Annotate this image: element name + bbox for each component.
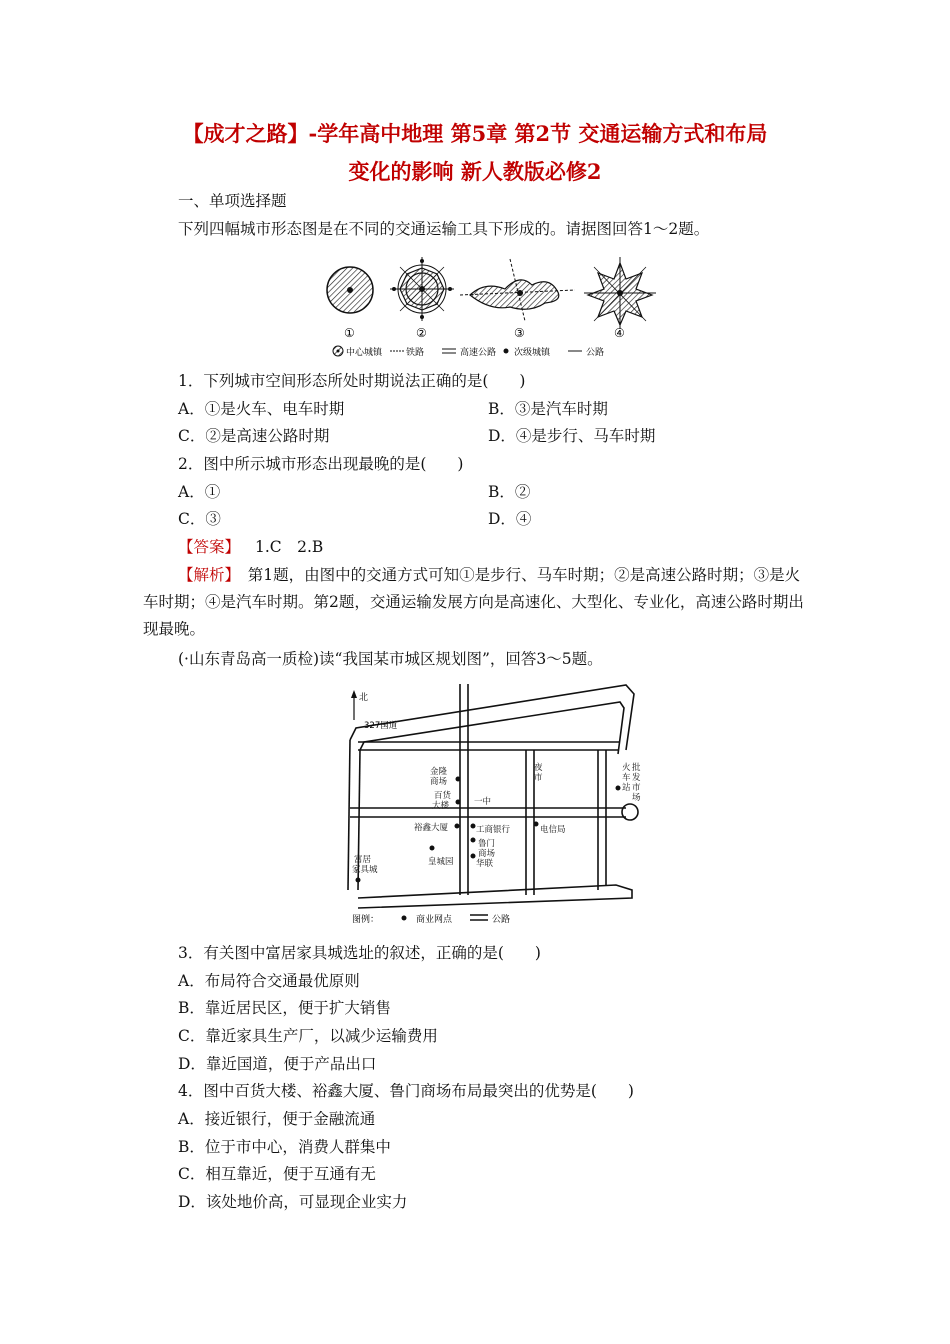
city-planning-map [336, 680, 656, 930]
answer-line [178, 536, 323, 558]
question-4-option-d: D．该处地价高，可显现企业实力 [178, 1193, 408, 1211]
document-title-line-1: 【成才之路】-学年高中地理 第5章 第2节 交通运输方式和布局 [182, 121, 768, 146]
dot-yuxin [455, 824, 460, 829]
question-1-option-a: A．①是火车、电车时期 [178, 400, 345, 418]
dot-department-store [456, 800, 461, 805]
question-1-option-d: D．④是步行、马车时期 [488, 427, 656, 445]
answer-text: 1.C 2.B [254, 538, 324, 556]
question-4-option-a: A．接近银行，便于金融流通 [178, 1110, 376, 1128]
svg-text:商场: 商场 [478, 849, 496, 859]
svg-text:场: 场 [632, 793, 641, 803]
map-legend-commercial: 商业网点 [416, 915, 453, 925]
question-2-stem: 2．图中所示城市形态出现最晚的是( ) [178, 455, 464, 473]
question-4-stem: 4．图中百货大楼、裕鑫大厦、鲁门商场布局最突出的优势是( ) [178, 1082, 634, 1100]
city-forms-figure [320, 255, 660, 365]
map-legend-road: 公路 [492, 915, 511, 925]
form-4-star-shape [584, 257, 656, 329]
figure-label-2: ② [416, 326, 427, 340]
svg-text:发: 发 [632, 773, 641, 783]
legend-secondary-town: 次级城镇 [514, 348, 551, 358]
svg-text:市: 市 [534, 773, 543, 783]
legend-center-town: 中心城镇 [346, 348, 383, 358]
place-jinlong: 金隆 [430, 767, 448, 777]
place-fuju: 富居 [354, 855, 372, 865]
question-3-option-b: B．靠近居民区，便于扩大销售 [178, 999, 391, 1017]
question-1-option-b: B．③是汽车时期 [488, 400, 608, 418]
dot-station [616, 786, 621, 791]
analysis-tag: 【解析】 [178, 566, 233, 584]
question-1-stem: 1．下列城市空间形态所处时期说法正确的是( ) [178, 372, 526, 390]
svg-text:商场: 商场 [430, 777, 448, 787]
question-3-stem: 3．有关图中富居家具城选址的叙述，正确的是( ) [178, 944, 541, 962]
question-4-option-b: B．位于市中心，消费人群集中 [178, 1138, 391, 1156]
figure-label-1: ① [344, 326, 355, 340]
question-2-option-b: B．② [488, 483, 531, 501]
place-telecom: 电信局 [540, 825, 566, 835]
analysis-paragraph [143, 562, 813, 643]
dot-hualian [471, 854, 476, 859]
document-title-line-2: 变化的影响 新人教版必修2 [348, 159, 602, 184]
legend-expressway: 高速公路 [460, 348, 497, 358]
dot-telecom [534, 822, 539, 827]
question-4-option-c: C．相互靠近，便于互通有无 [178, 1165, 376, 1183]
place-icbc: 工商银行 [476, 825, 511, 835]
place-railway-station: 火 [622, 763, 631, 773]
form-2-ring-radial [390, 257, 454, 321]
place-department-store: 百货 [434, 791, 452, 801]
place-wholesale-market: 批 [632, 763, 641, 773]
dot-fuju [356, 878, 361, 883]
question-3-option-d: D．靠近国道，便于产品出口 [178, 1055, 377, 1073]
intro-text-2: (·山东青岛高一质检)读“我国某市城区规划图”，回答3～5题。 [178, 650, 603, 668]
dot-jinlong [456, 777, 461, 782]
place-night-market: 夜 [534, 763, 543, 773]
form-1-compact-circle [327, 267, 373, 313]
answer-tag: 【答案】 [178, 538, 241, 556]
place-huangcheng: 皇城园 [428, 857, 454, 867]
dot-icbc [471, 824, 476, 829]
dot-lumen [471, 838, 476, 843]
place-no1-school: 一中 [474, 797, 492, 807]
north-label: 北 [359, 693, 369, 703]
svg-text:车: 车 [622, 773, 631, 783]
place-lumen: 鲁门 [478, 839, 496, 849]
question-3-option-a: A．布局符合交通最优原则 [178, 972, 360, 990]
question-2-option-d: D．④ [488, 510, 532, 528]
question-2-option-a: A．① [178, 483, 221, 501]
map-legend-label: 图例： [352, 915, 380, 925]
analysis-text: 第1题，由图中的交通方式可知①是步行、马车时期；②是高速公路时期；③是火车时期；④是汽车时期。第2题，交通运输发展方向是高速化、大型化、专业化，高速公路时期出现最晚。 [143, 566, 804, 638]
question-1-option-c: C．②是高速公路时期 [178, 427, 330, 445]
question-3-option-c: C．靠近家具生产厂，以减少运输费用 [178, 1027, 438, 1045]
national-road-label: 327国道 [364, 721, 398, 731]
place-hualian: 华联 [476, 859, 494, 869]
svg-text:站: 站 [622, 783, 631, 793]
svg-text:大楼: 大楼 [432, 801, 450, 811]
form-3-railway-belt [460, 259, 575, 321]
svg-text:家具城: 家具城 [352, 865, 378, 875]
legend-railway: 铁路 [406, 348, 425, 358]
question-2-option-c: C．③ [178, 510, 221, 528]
figure-label-4: ④ [614, 326, 625, 340]
place-yuxin: 裕鑫大厦 [414, 823, 449, 833]
section-heading: 一、单项选择题 [178, 192, 287, 210]
figure-label-3: ③ [514, 326, 525, 340]
svg-text:市: 市 [632, 783, 641, 793]
dot-huangcheng [430, 846, 435, 851]
legend-highway: 公路 [586, 348, 605, 358]
intro-text-1: 下列四幅城市形态图是在不同的交通运输工具下形成的。请据图回答1～2题。 [178, 220, 710, 238]
